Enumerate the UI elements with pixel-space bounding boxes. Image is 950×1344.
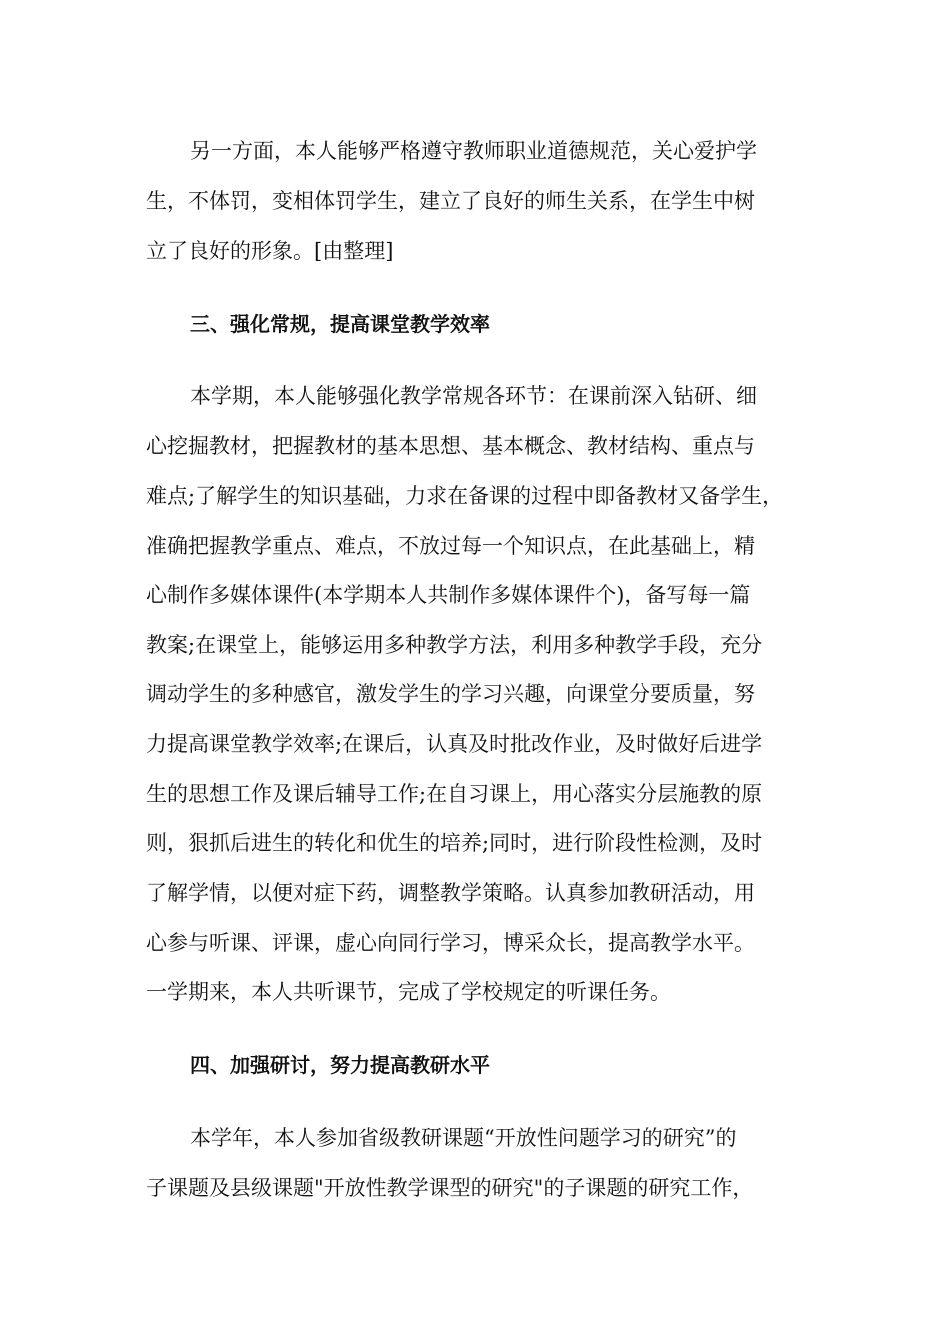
paragraph-line: 一学期来，本人共听课节，完成了学校规定的听课任务。 bbox=[146, 980, 671, 1004]
paragraph-line: 了解学情，以便对症下药，调整教学策略。认真参加教研活动，用 bbox=[146, 881, 755, 905]
paragraph-line: 子课题及县级课题"开放性教学课型的研究"的子课题的研究工作， bbox=[146, 1176, 754, 1200]
section-heading: 四、加强研讨，努力提高教研水平 bbox=[190, 1053, 490, 1077]
paragraph-line: 心参与听课、评课，虚心向同行学习，博采众长，提高教学水平。 bbox=[146, 931, 755, 955]
paragraph-line: 力提高课堂教学效率;在课后，认真及时批改作业，及时做好后进学 bbox=[146, 732, 763, 756]
paragraph-line: 本学期，本人能够强化教学常规各环节：在课前深入钻研、细 bbox=[190, 384, 757, 408]
paragraph-line: 调动学生的多种感官，激发学生的学习兴趣，向课堂分要质量，努 bbox=[146, 682, 755, 706]
paragraph-line: 心挖掘教材，把握教材的基本思想、基本概念、教材结构、重点与 bbox=[146, 434, 755, 458]
paragraph-line: 生，不体罚，变相体罚学生，建立了良好的师生关系，在学生中树 bbox=[146, 189, 755, 213]
paragraph-line: 本学年，本人参加省级教研课题“开放性问题学习的研究”的 bbox=[190, 1126, 737, 1150]
paragraph-line: 准确把握教学重点、难点，不放过每一个知识点，在此基础上，精 bbox=[146, 534, 755, 558]
paragraph-line: 教案;在课堂上，能够运用多种教学方法，利用多种教学手段，充分 bbox=[146, 633, 763, 657]
paragraph-line: 立了良好的形象。[由整理] bbox=[146, 239, 394, 263]
paragraph-line: 则，狠抓后进生的转化和优生的培养;同时，进行阶段性检测，及时 bbox=[146, 831, 763, 855]
paragraph-line: 另一方面，本人能够严格遵守教师职业道德规范，关心爱护学 bbox=[190, 139, 757, 163]
paragraph-line: 生的思想工作及课后辅导工作;在自习课上，用心落实分层施教的原 bbox=[146, 782, 763, 806]
paragraph-line: 心制作多媒体课件(本学期本人共制作多媒体课件个)，备写每一篇 bbox=[146, 583, 751, 607]
section-heading: 三、强化常规，提高课堂教学效率 bbox=[190, 312, 490, 336]
paragraph-line: 难点;了解学生的知识基础，力求在备课的过程中即备教材又备学生， bbox=[146, 484, 784, 508]
